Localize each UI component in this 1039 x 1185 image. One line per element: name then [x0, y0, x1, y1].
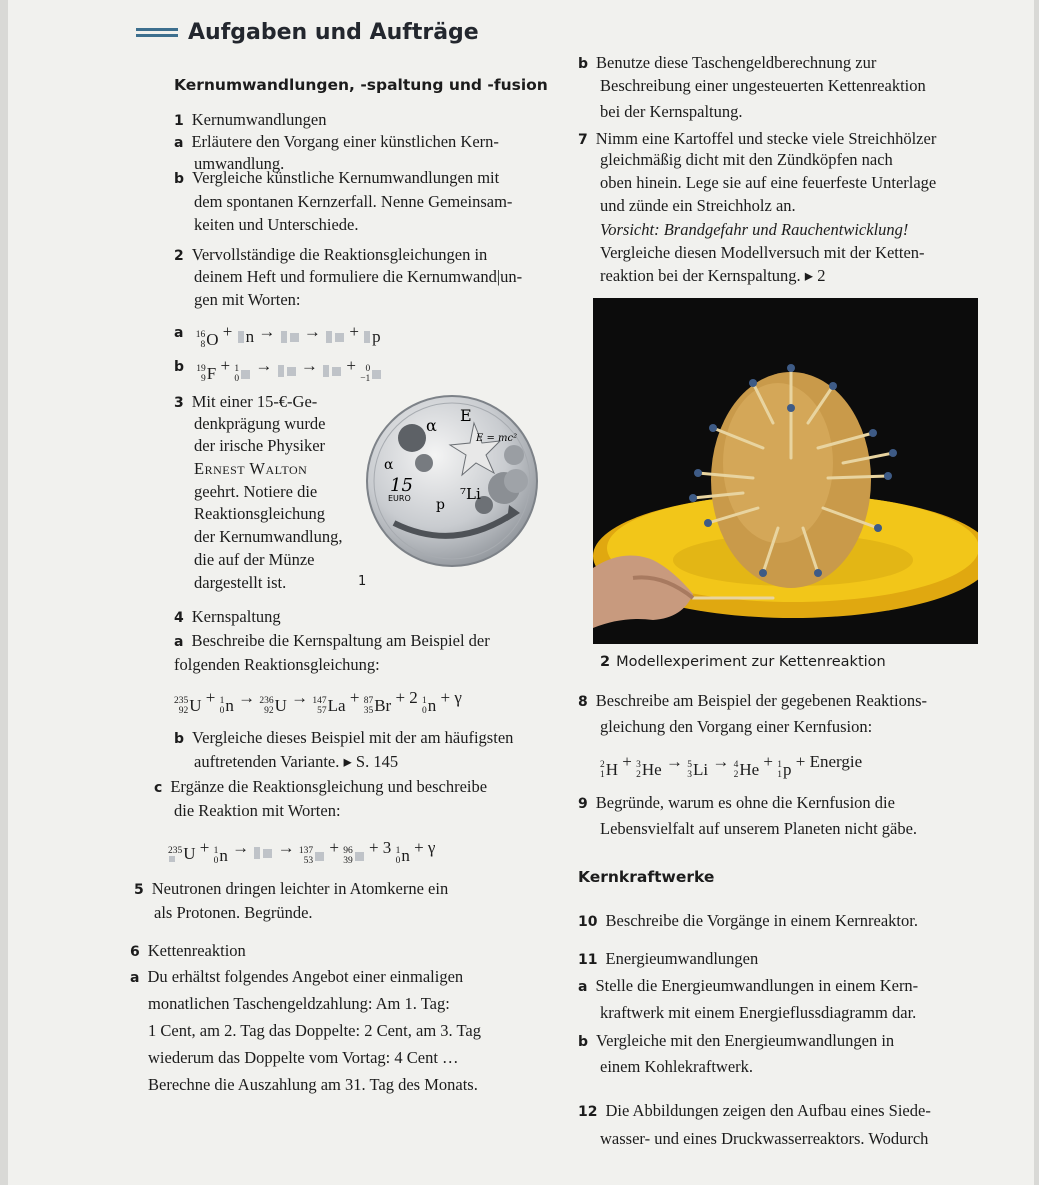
- potato-matches-photo: [593, 298, 978, 644]
- task-3-line5: geehrt. Notiere die: [194, 482, 318, 501]
- task-11b-line2: einem Kohlekraftwerk.: [600, 1057, 754, 1076]
- task-3-line7: der Kernumwandlung,: [194, 527, 343, 546]
- task-7-line4: und zünde ein Streichholz an.: [600, 196, 796, 215]
- coin-marker: 1: [358, 574, 367, 589]
- task-11a-line2: kraftwerk mit einem Energieflussdiagramm dar.: [600, 1003, 917, 1022]
- task-7-line3: oben hinein. Lege sie auf eine feuerfeste Unterlage: [600, 173, 937, 192]
- task-2: 2 Vervollständige die Reaktionsgleichungen in: [174, 245, 488, 264]
- task-3-physicist-name: Ernest Walton: [194, 459, 308, 478]
- task-6a-line2: monatlichen Taschengeldzahlung: Am 1. Tag:: [148, 994, 450, 1013]
- task-6: 6 Kettenreaktion: [130, 941, 246, 960]
- task-7-warning: Vorsicht: Brandgefahr und Rauchentwicklung!: [600, 220, 909, 239]
- section-heading-kernumwandlungen: Kernumwandlungen, -spaltung und -fusion: [174, 76, 548, 94]
- task-12: 12 Die Abbildungen zeigen den Aufbau eines Siede-: [578, 1101, 931, 1120]
- task-4b: b Vergleiche dieses Beispiel mit der am häufigsten: [174, 728, 514, 747]
- task-1: 1 Kernumwandlungen: [174, 110, 327, 129]
- task-6b-line2: Beschreibung einer ungesteuerten Kettenreaktion: [600, 76, 926, 95]
- task-3-line6: Reaktionsgleichung: [194, 504, 326, 523]
- header-lines-icon: [136, 28, 178, 39]
- task-6a-line3: 1 Cent, am 2. Tag das Doppelte: 2 Cent, am 3. Tag: [148, 1021, 481, 1040]
- task-1b: b Vergleiche künstliche Kernumwandlungen mit: [174, 168, 500, 187]
- task-1b-line3: keiten und Unterschiede.: [194, 215, 359, 234]
- equation-2b: b 19 9 F + 1 0 → → + 0 −1: [174, 356, 382, 384]
- task-6b-line3: bei der Kernspaltung.: [600, 102, 743, 121]
- task-6b: b Benutze diese Taschengeldberechnung zur: [578, 53, 877, 72]
- task-6a-line5: Berechne die Auszahlung am 31. Tag des Monats.: [148, 1075, 478, 1094]
- task-4a-line2: folgenden Reaktionsgleichung:: [174, 655, 380, 674]
- task-3-line3: der irische Physiker: [194, 436, 326, 455]
- task-7-line6: Vergleiche diesen Modellversuch mit der Ketten-: [600, 243, 925, 262]
- coin-emc-label: E = mc²: [476, 433, 518, 444]
- task-6a-line4: wiederum das Doppelte vom Vortag: 4 Cent …: [148, 1048, 459, 1067]
- coin-euro-label: EURO: [388, 494, 411, 503]
- equation-4c: 235 U + 1 0 n → → 137 53 + 96 39 + 3 1 0 n + γ: [168, 838, 436, 866]
- task-3-line2: denkprägung wurde: [194, 414, 326, 433]
- coin-li-label: ⁷Li: [460, 485, 481, 503]
- coin-e-label: E: [460, 406, 472, 425]
- section-heading-kernkraftwerke: Kernkraftwerke: [578, 868, 715, 886]
- task-4a: a Beschreibe die Kernspaltung am Beispiel der: [174, 631, 490, 650]
- coin-alpha-label: α: [426, 416, 437, 435]
- walton-coin-image: [364, 393, 540, 569]
- task-4b-line2: auftretenden Variante. ▸ S. 145: [194, 752, 399, 771]
- task-4c: c Ergänze die Reaktionsgleichung und beschreibe: [154, 777, 488, 796]
- task-10: 10 Beschreibe die Vorgänge in einem Kernreaktor.: [578, 911, 918, 930]
- task-6a: a Du erhältst folgendes Angebot einer einmaligen: [130, 967, 464, 986]
- figure-caption: 2 Modellexperiment zur Kettenreaktion: [600, 654, 886, 670]
- task-1a: a Erläutere den Vorgang einer künstlichen Kern-: [174, 132, 499, 151]
- coin-value-label: 15: [390, 475, 413, 496]
- task-1b-line2: dem spontanen Kernzerfall. Nenne Gemeinsam-: [194, 192, 513, 211]
- task-11: 11 Energieumwandlungen: [578, 949, 759, 968]
- coin-alpha2-label: α: [384, 457, 394, 473]
- task-12-line2: wasser- und eines Druckwasserreaktors. Wodurch: [600, 1129, 929, 1148]
- task-1a-line2: umwandlung.: [194, 154, 285, 173]
- task-7: 7 Nimm eine Kartoffel und stecke viele Streichhölzer: [578, 129, 937, 148]
- task-4: 4 Kernspaltung: [174, 607, 281, 626]
- textbook-page: [8, 0, 1034, 1185]
- equation-8: 2 1 H + 3 2 He → 5 3 Li → 4 2 He + 1 1 p + Energie: [600, 752, 863, 780]
- task-3: 3 Mit einer 15-€-Ge-: [174, 392, 318, 411]
- task-11a: a Stelle die Energieumwandlungen in einem Kern-: [578, 976, 919, 995]
- task-8: 8 Beschreibe am Beispiel der gegebenen Reaktions-: [578, 691, 928, 710]
- task-2-line2: deinem Heft und formuliere die Kernumwand|un-: [194, 267, 523, 286]
- task-5-line2: als Protonen. Begründe.: [154, 903, 313, 922]
- task-9: 9 Begründe, warum es ohne die Kernfusion die: [578, 793, 895, 812]
- task-2-line3: gen mit Worten:: [194, 290, 301, 309]
- task-5: 5 Neutronen dringen leichter in Atomkerne ein: [134, 879, 449, 898]
- task-7-line2: gleichmäßig dicht mit den Zündköpfen nach: [600, 150, 893, 169]
- equation-2a: a 16 8 O + n → → + p: [174, 322, 381, 350]
- task-7-line7: reaktion bei der Kernspaltung. ▸ 2: [600, 266, 826, 285]
- equation-4a: 235 92 U + 1 0 n → 236 92 U → 147 57 La + 87 35 Br + 2 1 0 n + γ: [174, 688, 462, 716]
- task-9-line2: Lebensvielfalt auf unserem Planeten nicht gäbe.: [600, 819, 918, 838]
- task-3-line8: die auf der Münze: [194, 550, 315, 569]
- task-8-line2: gleichung den Vorgang einer Kernfusion:: [600, 717, 873, 736]
- task-11b: b Vergleiche mit den Energieumwandlungen in: [578, 1031, 895, 1050]
- task-3-line9: dargestellt ist.: [194, 573, 287, 592]
- page-title: Aufgaben und Aufträge: [188, 20, 479, 45]
- task-4c-line2: die Reaktion mit Worten:: [174, 801, 341, 820]
- coin-p-label: p: [436, 497, 445, 513]
